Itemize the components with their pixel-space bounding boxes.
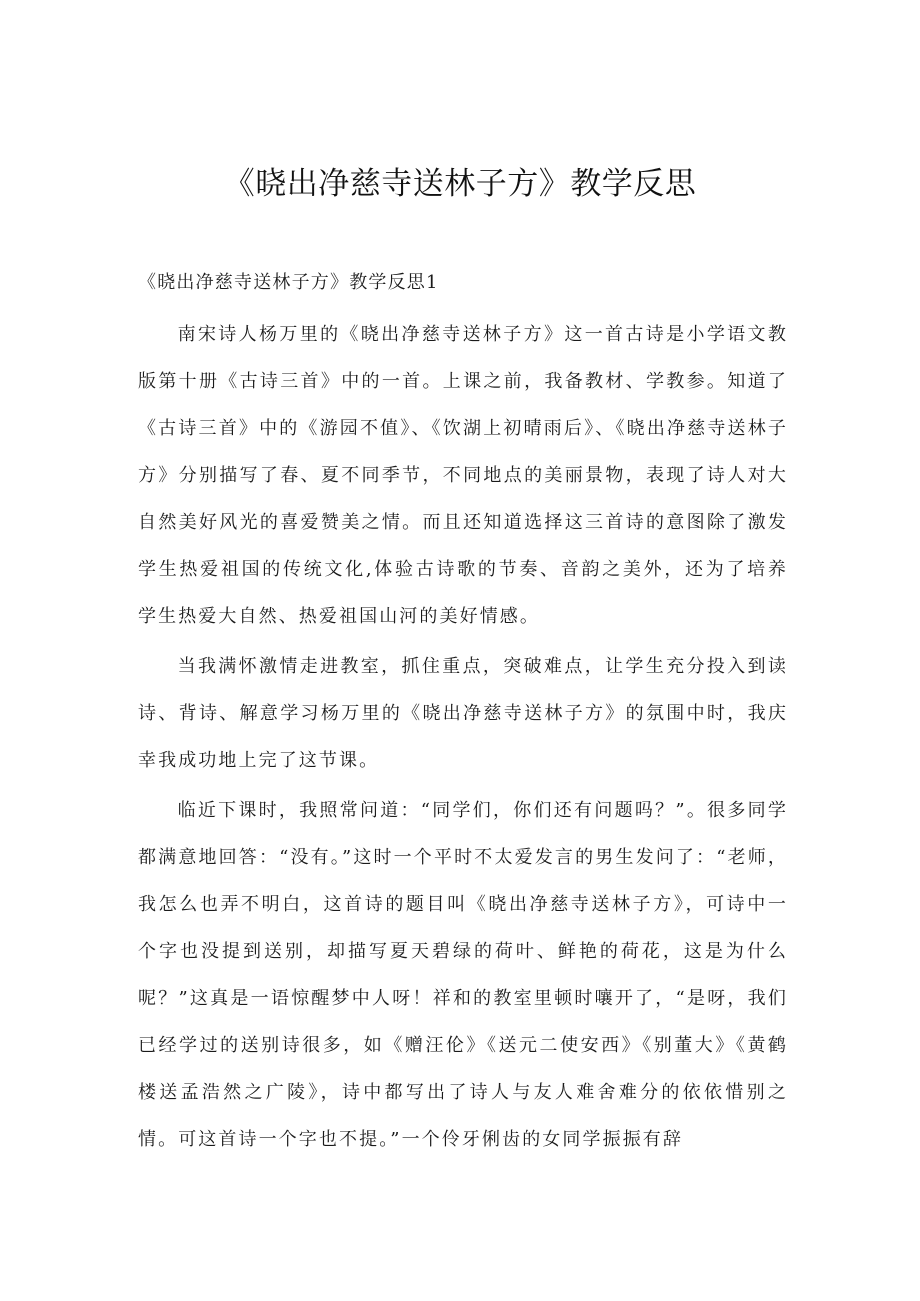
paragraph-2: 当我满怀激情走进教室，抓住重点，突破难点，让学生充分投入到读诗、背诗、解意学习杨万里的《晓出净慈寺送林子方》的氛围中时，我庆幸我成功地上完了这节课。: [138, 656, 788, 771]
paragraph-3: 临近下课时，我照常问道：“同学们，你们还有问题吗？”。很多同学都满意地回答：“没有。”这时一个平时不太爱发言的男生发问了：“老师，我怎么也弄不明白，这首诗的题目叫《晓出净慈寺送林子方》，可诗中一个字也没提到送别，却描写夏天碧绿的荷叶、鲜艳的荷花，这是为什么呢？”这真是一语惊醒梦中人呀！祥和的教室里顿时嚷开了，“是呀，我们已经学过的送别诗很多，如《赠汪伦》《送元二使安西》《别董大》《黄鹤楼送孟浩然之广陵》，诗中都写出了诗人与友人难舍难分的依依惜别之情。可这首诗一个字也不提。”一个伶牙俐齿的女同学振振有辞: [138, 800, 788, 1150]
paragraph-1: 南宋诗人杨万里的《晓出净慈寺送林子方》这一首古诗是小学语文教版第十册《古诗三首》中的一首。上课之前，我备教材、学教参。知道了《古诗三首》中的《游园不值》、《饮湖上初晴雨后》、《晓出净慈寺送林子方》分别描写了春、夏不同季节，不同地点的美丽景物，表现了诗人对大自然美好风光的喜爱赞美之情。而且还知道选择这三首诗的意图除了激发学生热爱祖国的传统文化,体验古诗歌的节奏、音韵之美外，还为了培养学生热爱大自然、热爱祖国山河的美好情感。: [138, 324, 788, 627]
document-title: 《晓出净慈寺送林子方》教学反思: [223, 166, 697, 202]
section-heading: 《晓出净慈寺送林子方》教学反思1: [138, 272, 439, 293]
document-body: [138, 311, 788, 1166]
